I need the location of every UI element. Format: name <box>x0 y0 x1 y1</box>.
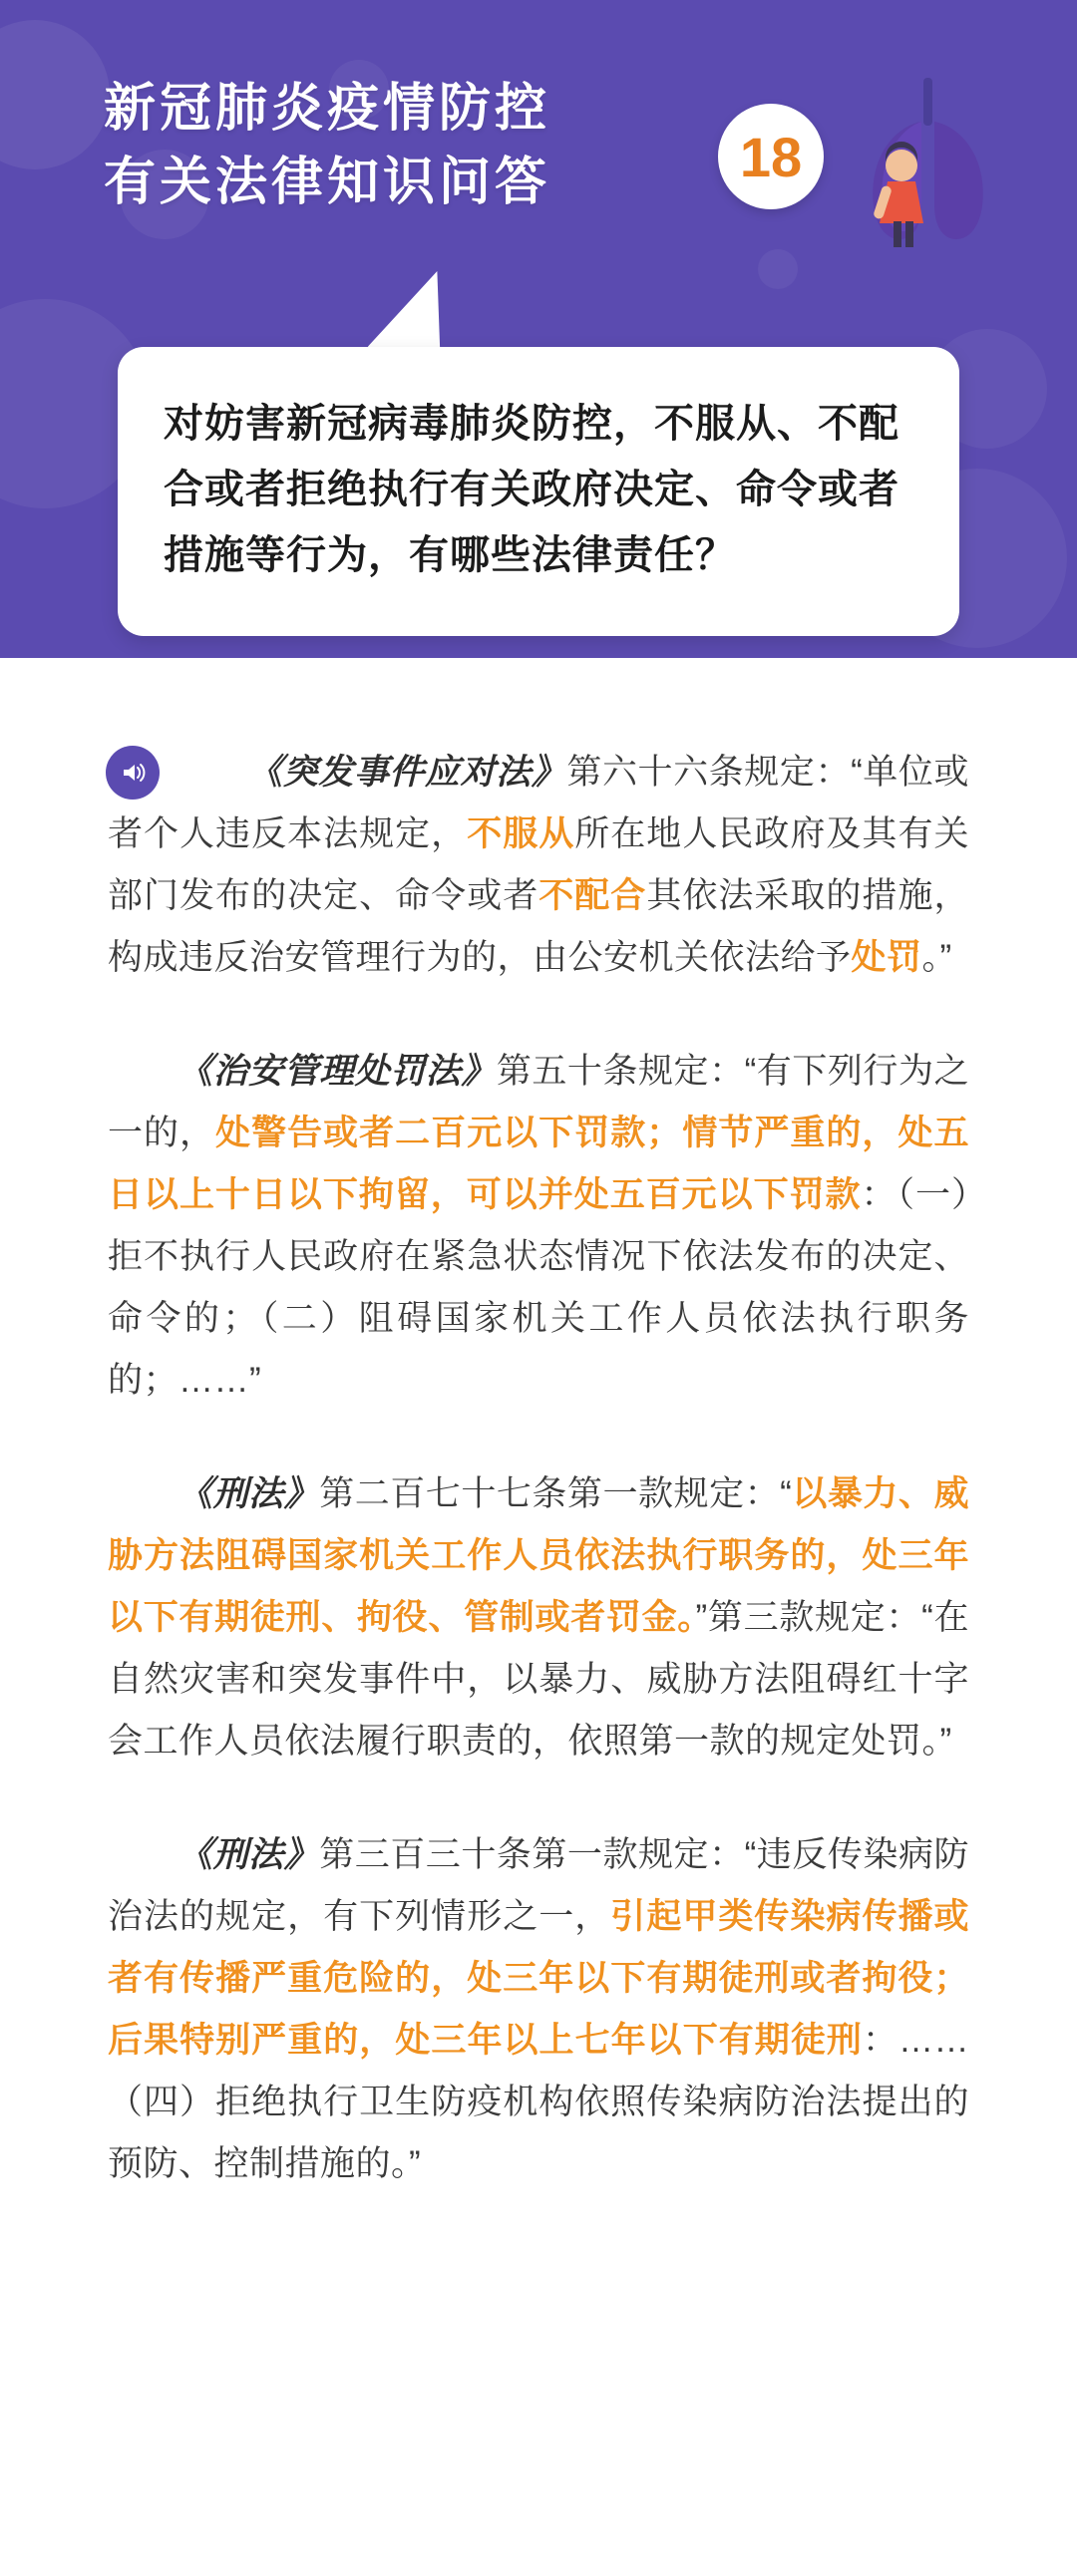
poster-body <box>0 658 1077 2287</box>
paragraph-text: ”第三款规定：“在自然灾害和突发事件中，以暴力、威胁方法阻碍红十字会工作人员依法履行职责的，依照第一款的规定处罚。” <box>108 1598 969 1761</box>
paragraph-text: 其依法采取的措施，构成违反治安管理行为的，由公安机关依法给予 <box>108 876 969 977</box>
paragraph-text: ：（一）拒不执行人民政府在紧急状态情况下依法发布的决定、命令的；（二）阻碍国家机关工作人员依法执行职务的；……” <box>108 1175 969 1400</box>
highlighted-text: 以暴力、威胁方法阻碍国家机关工作人员依法执行职务的，处三年以下有期徒刑、拘役、管制或者罚金。 <box>108 1474 969 1637</box>
law-name: 《突发事件应对法》 <box>247 753 567 792</box>
law-name: 《刑法》 <box>178 1835 320 1874</box>
episode-number-badge: 18 <box>718 104 824 209</box>
decorative-circle <box>758 249 798 289</box>
poster-title <box>104 72 550 219</box>
paragraph-text: 第六十六条规定：“单位或者个人违反本法规定， <box>108 753 969 853</box>
title-line-2: 有关法律知识问答 <box>104 154 551 211</box>
highlighted-text: 不服从 <box>467 814 575 853</box>
highlighted-text: 处罚 <box>851 938 922 977</box>
law-name: 《治安管理处罚法》 <box>178 1052 497 1091</box>
body-paragraph <box>108 1463 969 1772</box>
lungs-icon <box>838 70 1017 259</box>
highlighted-text: 处警告或者二百元以下罚款；情节严重的，处五日以上十日以下拘留，可以并处五百元以下罚款 <box>108 1114 969 1214</box>
question-text: 对妨害新冠病毒肺炎防控，不服从、不配合或者拒绝执行有关政府决定、命令或者措施等行为，有哪些法律责任？ <box>164 400 899 578</box>
speaker-icon[interactable] <box>106 746 160 800</box>
paragraph-text: 第五十条规定：“有下列行为之一的， <box>108 1052 969 1152</box>
body-paragraph <box>108 1041 969 1412</box>
body-paragraph <box>108 742 969 989</box>
decorative-circle <box>0 20 110 169</box>
paragraph-text: 。” <box>921 938 952 977</box>
paragraph-text: 所在地人民政府及其有关部门发布的决定、命令或者 <box>108 814 969 915</box>
highlighted-text: 不配合 <box>538 876 647 915</box>
poster-header <box>0 0 1077 658</box>
paragraph-text: 第二百七十七条第一款规定：“ <box>319 1474 793 1513</box>
highlighted-text: 引起甲类传染病传播或者有传播严重危险的，处三年以下有期徒刑或者拘役；后果特别严重的，处三年以上七年以下有期徒刑 <box>108 1897 969 2060</box>
title-line-1: 新冠肺炎疫情防控 <box>104 80 551 138</box>
body-paragraph <box>108 1824 969 2195</box>
law-name: 《刑法》 <box>178 1474 320 1513</box>
question-card <box>118 347 959 636</box>
paragraph-text: 第三百三十条第一款规定：“违反传染病防治法的规定，有下列情形之一， <box>108 1835 969 1936</box>
paragraph-text: ：……（四）拒绝执行卫生防疫机构依照传染病防治法提出的预防、控制措施的。” <box>108 2021 969 2183</box>
